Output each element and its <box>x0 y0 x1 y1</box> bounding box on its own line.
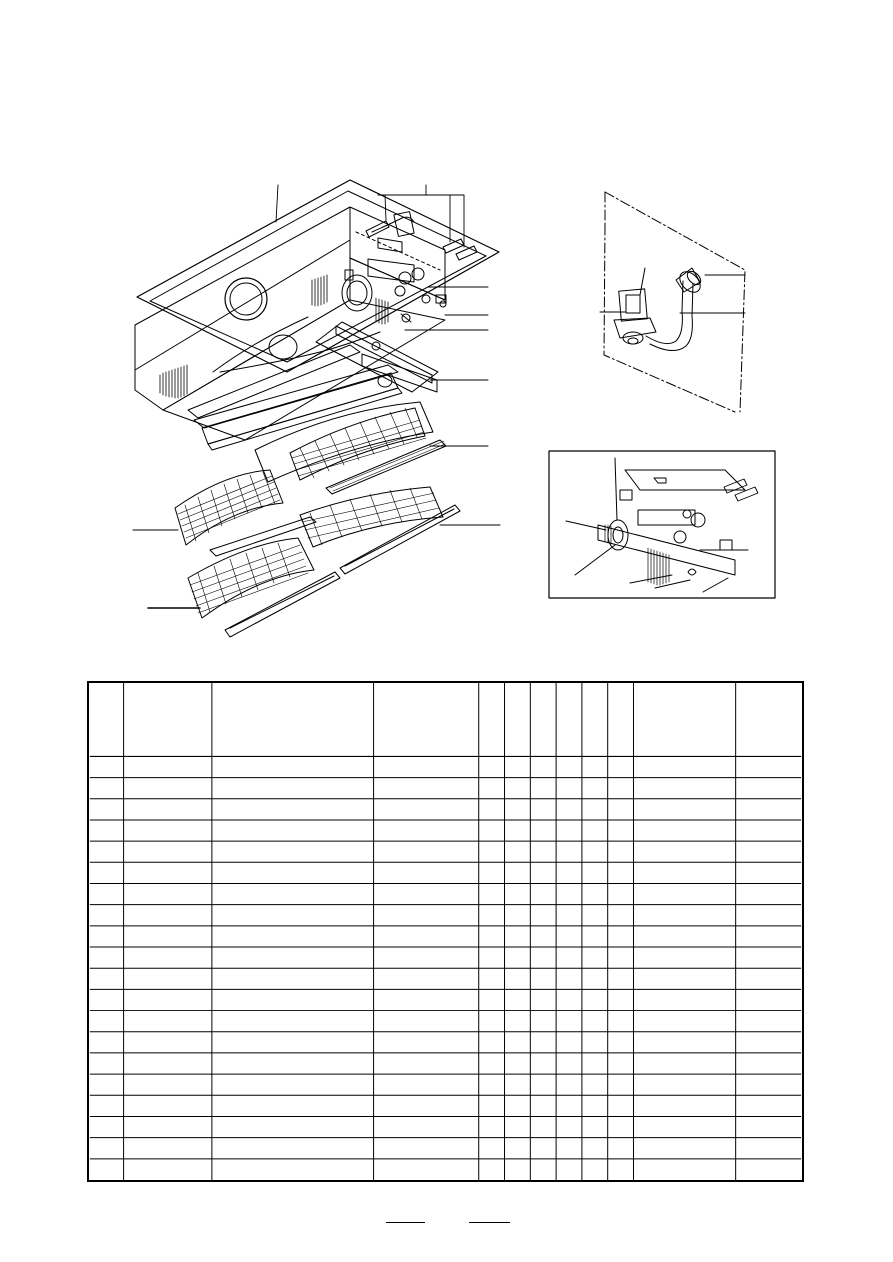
middle-grille <box>300 487 460 574</box>
main-unit-drawing <box>135 180 499 637</box>
lower-grille <box>188 538 340 637</box>
left-grille <box>175 470 316 556</box>
parts-list-table <box>87 681 804 1182</box>
drain-pump-detail <box>600 192 745 412</box>
inset-detail <box>549 451 775 598</box>
footer-rule-left <box>386 1222 425 1223</box>
upper-grille <box>255 402 446 494</box>
footer-rule-right <box>469 1222 510 1223</box>
leader-lines <box>133 185 500 608</box>
